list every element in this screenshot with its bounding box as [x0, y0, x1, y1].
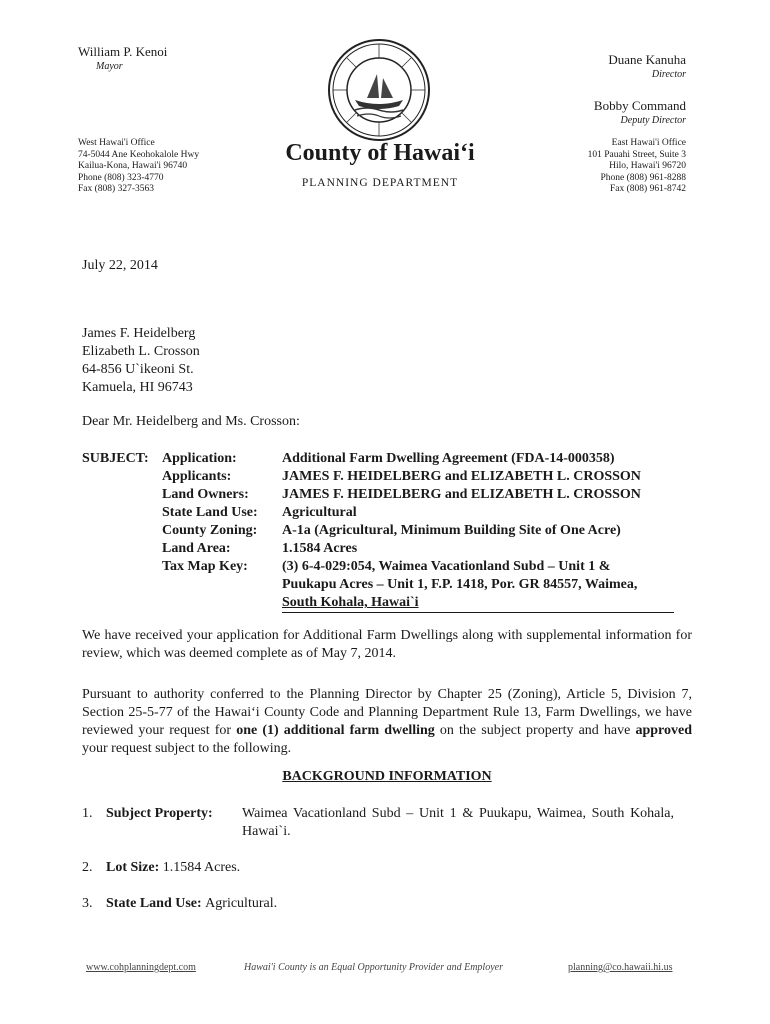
list-number: 2.: [82, 860, 93, 875]
subject-field-value: Additional Farm Dwelling Agreement (FDA-14-000358): [282, 451, 615, 466]
para-text: your request subject to the following.: [82, 741, 292, 756]
mayor-title: Mayor: [96, 61, 123, 72]
east-office-line: Phone (808) 961-8288: [600, 172, 686, 183]
greeting: Dear Mr. Heidelberg and Ms. Crosson:: [82, 414, 300, 429]
subject-row: [82, 468, 674, 486]
list-value: Agricultural.: [205, 896, 278, 911]
footer-website[interactable]: www.cohplanningdept.com: [86, 962, 196, 973]
list-label: Lot Size:: [106, 860, 160, 875]
recipient-line: Kamuela, HI 96743: [82, 380, 193, 395]
para-bold: approved: [635, 723, 693, 738]
subject-row: [82, 504, 674, 522]
subject-field-label: Land Owners:: [162, 487, 249, 502]
footer-tagline: Hawai'i County is an Equal Opportunity Provider and Employer: [244, 962, 503, 973]
director-name: Duane Kanuha: [608, 52, 686, 67]
para-text: Pursuant to authority conferred to the Planning Director by Chapter 25 (Zoning), Article 5, Division 7, Section 25-5-77 of the Hawai‘i County Code and Planning Department Rule 13, Farm Dwellings, we have reviewed your request for: [82, 687, 692, 738]
paragraph-approval: [82, 686, 692, 758]
list-item: [82, 895, 692, 913]
mayor-name: William P. Kenoi: [78, 44, 168, 59]
subject-field-label: Applicants:: [162, 469, 232, 484]
west-office-line: 74-5044 Ane Keohokalole Hwy: [78, 149, 200, 160]
list-value: Waimea Vacationland Subd – Unit 1 & Puukapu, Waimea, South Kohala, Hawai`i.: [242, 806, 674, 839]
letter-date: July 22, 2014: [82, 258, 158, 273]
tmk-line: Puukapu Acres – Unit 1, F.P. 1418, Por. GR 84557, Waimea,: [282, 577, 638, 592]
list-label: State Land Use:: [106, 896, 202, 911]
subject-label: SUBJECT:: [82, 451, 149, 466]
west-office-line: Kailua-Kona, Hawai'i 96740: [78, 161, 188, 171]
recipient-address: [82, 325, 200, 397]
subject-row: [82, 486, 674, 504]
list-item: [82, 805, 692, 841]
east-office-line: Hilo, Hawai'i 96720: [609, 161, 686, 171]
list-label: Subject Property:: [106, 806, 213, 821]
county-seal-icon: [327, 38, 431, 142]
list-value: 1.1584 Acres.: [162, 860, 241, 875]
recipient-line: 64-856 U`ikeoni St.: [82, 362, 194, 377]
recipient-line: Elizabeth L. Crosson: [82, 344, 200, 359]
background-list: [82, 805, 692, 931]
subject-row: [82, 540, 674, 558]
deputy-name: Bobby Command: [593, 98, 686, 113]
subject-field-value: JAMES F. HEIDELBERG and ELIZABETH L. CROSSON: [282, 469, 641, 484]
west-office-line: West Hawai'i Office: [78, 138, 155, 148]
director-title: Director: [651, 69, 686, 80]
subject-field-label: County Zoning:: [162, 523, 258, 538]
subject-field-value: JAMES F. HEIDELBERG and ELIZABETH L. CROSSON: [282, 487, 641, 502]
subject-block: [82, 450, 692, 613]
county-name: County of Hawai‘i: [285, 140, 475, 166]
deputy-title: Deputy Director: [620, 115, 686, 126]
subject-row: [82, 522, 674, 540]
subject-field-label: Application:: [162, 451, 237, 466]
footer-email[interactable]: planning@co.hawaii.hi.us: [568, 962, 673, 973]
recipient-line: James F. Heidelberg: [82, 326, 196, 341]
mayor-block: [78, 44, 167, 74]
east-office-line: East Hawai'i Office: [611, 138, 686, 148]
subject-row: [82, 558, 674, 613]
para-bold: one (1) additional farm dwelling: [236, 723, 435, 738]
list-number: 1.: [82, 806, 93, 821]
subject-field-value: [282, 558, 674, 613]
subject-field-label: Tax Map Key:: [162, 559, 248, 574]
east-office-line: 101 Pauahi Street, Suite 3: [587, 149, 686, 160]
subject-field-label: Land Area:: [162, 541, 231, 556]
director-block: [594, 52, 686, 128]
background-heading: BACKGROUND INFORMATION: [282, 769, 492, 784]
subject-field-value: 1.1584 Acres: [282, 541, 358, 556]
list-number: 3.: [82, 896, 93, 911]
tmk-line: (3) 6-4-029:054, Waimea Vacationland Subd – Unit 1 &: [282, 559, 611, 574]
west-office-line: Fax (808) 327-3563: [78, 184, 154, 194]
tmk-line: South Kohala, Hawai`i: [282, 595, 419, 610]
subject-field-value: Agricultural: [282, 505, 357, 520]
east-office-address: [588, 138, 686, 196]
west-office-address: [78, 138, 199, 196]
west-office-line: Phone (808) 323-4770: [78, 172, 164, 183]
list-item: [82, 859, 692, 877]
east-office-line: Fax (808) 961-8742: [610, 184, 686, 194]
subject-field-value: A-1a (Agricultural, Minimum Building Site of One Acre): [282, 523, 621, 538]
para-text: on the subject property and have: [434, 723, 636, 738]
department-name: PLANNING DEPARTMENT: [301, 177, 459, 189]
paragraph-application: We have received your application for Additional Farm Dwellings along with supplemental information for review, which was deemed complete as of May 7, 2014.: [82, 628, 692, 661]
subject-field-label: State Land Use:: [162, 505, 258, 520]
subject-row: [82, 450, 674, 468]
